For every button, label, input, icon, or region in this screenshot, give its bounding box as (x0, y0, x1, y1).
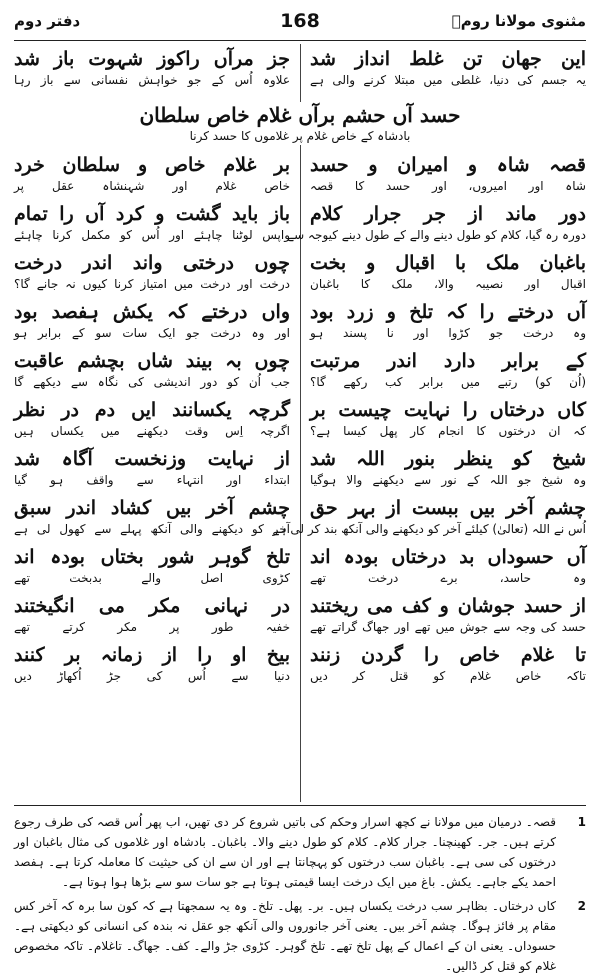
footnote (14, 896, 586, 976)
verse-pair (14, 201, 290, 244)
verse: جز مرآں راکوز شہوت باز شد (14, 48, 290, 70)
verse-pair (310, 397, 586, 440)
footnote-number: 2 (577, 899, 586, 913)
verse: تا غلام خاص را گردن زنند (310, 644, 586, 666)
verse: شیخ کو ینظر بنور اللہ شد (310, 448, 586, 470)
verse: چشم آخر بیں ببست از بہر حق (310, 497, 586, 519)
left-column (14, 152, 290, 691)
heading-translation: بادشاہ کے خاص غلام پر غلاموں کا حسد کرنا (189, 129, 411, 143)
translation: ابتداء اور انتہاء سے واقف ہو گیا (14, 473, 290, 487)
translation: درخت اور درخت میں امتیاز کرنا کیوں نہ جانے گا؟ (14, 277, 290, 291)
verse-pair (310, 593, 586, 636)
verse: باز باید گشت و کرد آں را تمام (14, 203, 290, 225)
verse-pair (310, 152, 586, 195)
translation: تاکہ خاص غلام کو قتل کر دیں (310, 669, 586, 683)
book-title: مثنوی مولانا رومؒ (451, 12, 586, 30)
verse-pair (310, 642, 586, 685)
verse-pair (14, 593, 290, 636)
translation: کہ ان درختوں کا انجام کار پھل کیسا ہے؟ (310, 424, 586, 438)
verse-pair (14, 544, 290, 587)
footnote-number: 1 (577, 815, 586, 829)
translation: وہ درخت جو کڑوا اور نا پسند ہو (310, 326, 586, 340)
footnote-rule (14, 805, 586, 806)
verse: چوں درختی واند اندر درخت (14, 252, 290, 274)
section-heading (14, 102, 586, 145)
verse: کاں درختاں را نہایت چیست بر (310, 399, 586, 421)
translation: حسد کی وجہ سے جوش میں تھے اور جھاگ گراتے تھے (310, 620, 586, 634)
translation: اقبال اور نصیبہ والا، ملک کا باغبان (310, 277, 586, 291)
right-column (272, 152, 586, 691)
translation: خاص غلام اور شہنشاہ عقل پر (14, 179, 290, 193)
heading-verse: حسد آں حشم برآں غلام خاص سلطان (139, 103, 461, 127)
verse: قصہ شاہ و امیران و حسد (310, 154, 586, 176)
verse-pair (14, 152, 290, 195)
translation: دورہ رہ گیا، کلام کو طول دینے والے کے طول دینے کیوجہ سے (287, 228, 586, 242)
translation: آخر کو دیکھنے والی آنکھ پہلے سے کھول لی ہے (14, 522, 290, 536)
verse: بر غلام خاص و سلطان خرد (14, 154, 290, 176)
column-divider (300, 44, 301, 802)
translation: (اُن کو) رتبے میں برابر کب رکھے گا؟ (310, 375, 586, 389)
verse-pair (14, 250, 290, 293)
verse-pair (14, 397, 290, 440)
translation: وہ شیخ جو اللہ کے نور سے دیکھنے والا ہوگیا (310, 473, 586, 487)
translation: اُس نے اللہ (تعالیٰ) کیلئے آخر کو دیکھنے والی آنکھ بند کر لی ہے (272, 522, 586, 536)
verse: این جهان تن غلط انداز شد (310, 48, 586, 70)
translation: وہ حاسد، برے درخت تھے (310, 571, 586, 585)
verse-pair (310, 348, 586, 391)
translation: اگرچہ اِس وقت دیکھنے میں یکساں ہیں (14, 424, 290, 438)
translation: دنیا سے اُس کی جڑ اُکھاڑ دیں (14, 669, 290, 683)
verse-pair (14, 299, 290, 342)
verse: در نہانی مکر می انگیختند (14, 595, 290, 617)
footnote (14, 812, 586, 892)
translation: جب اُن کو دور اندیشی کی نگاہ سے دیکھے گا (14, 375, 290, 389)
verse-pair (272, 495, 586, 538)
volume-title: دفتر دوم (14, 12, 81, 30)
verse: از نہایت وزنخست آگاہ شد (14, 448, 290, 470)
verse-pair (310, 250, 586, 293)
verse-pair (310, 299, 586, 342)
verse: بیخ او را از زمانہ بر کنند (14, 644, 290, 666)
page-number: 168 (280, 10, 320, 32)
verse: دور ماند از جر جرار کلام (310, 203, 586, 225)
verse: باغبان ملک با اقبال و بخت (310, 252, 586, 274)
translation: کڑوی اصل والے بدبخت تھے (14, 571, 290, 585)
translation: واپس لوٹنا چاہئے اور اُس کو مکمل کرنا چاہئے (14, 228, 290, 242)
footnote-text: کاں درختاں۔ بظاہر سب درخت یکساں ہیں۔ بر۔ پھل۔ تلخ۔ وہ یہ سمجھتا ہے کہ کون سا برہ کہ آخر کس مقام پر فائز ہوگا۔ چشم آخر بیں۔ یعنی آخر جانوروں والی آنکھ جو عقل نہ بندہ کی انسانی کو دیکھتی ہے۔ حسوداں۔ یعنی ان کے اعمال کے پھل تلخ تھے۔ تلخ گوہر۔ کڑوی جڑ والے۔ کف۔ جھاگ۔ تاغلام۔ تاکہ مخصوص غلام کو قتل کر ڈالیں۔ (14, 899, 556, 973)
verse-pair (14, 642, 290, 685)
verse-pair (14, 446, 290, 489)
verse: کے برابر دارد اندر مرتبت (310, 350, 586, 372)
footnotes (14, 812, 586, 976)
top-left-cell (14, 46, 290, 95)
translation: علاوہ اُس کے جو خواہش نفسانی سے باز رہا (14, 73, 290, 87)
verse: چشم آخر بیں کشاد اندر سبق (14, 497, 290, 519)
translation: اور وہ درخت جو ایک سات سو کے برابر ہو (14, 326, 290, 340)
verse-pair (14, 495, 290, 538)
verse: گرچہ یکسانند ایں دم در نظر (14, 399, 290, 421)
verse-pair (14, 348, 290, 391)
translation: یہ جسم کی دنیا، غلطی میں مبتلا کرنے والی ہے (310, 73, 586, 87)
verse: آں درختے را کہ تلخ و زرد بود (310, 301, 586, 323)
verse: تلخ گوہر شور بختاں بودہ اند (14, 546, 290, 568)
translation: خفیہ طور پر مکر کرتے تھے (14, 620, 290, 634)
verse: آں حسوداں بد درختاں بودہ اند (310, 546, 586, 568)
footnote-text: قصہ۔ درمیان میں مولانا نے کچھ اسرار وحکم کی باتیں شروع کر دی تھیں، اب پھر اُس قصہ کی طرف رجوع کرتے ہیں۔ جر۔ کھینچنا۔ جرار کلام۔ کلام کو طول دینے والا۔ باغبان۔ بادشاہ اور غلاموں کی مثال باغبان اور درختوں کی سی ہے۔ باغبان سب درختوں کو پہچانتا ہے اور ان سے ان کی حیثیت کا معاملہ کرتا ہے۔ ہفصد احمد یکے جاہے۔ یکش۔ باغ میں ایک درخت ایسا قیمتی ہوتا ہے جو سات سو سے بڑھا ہوا ہوتا ہے۔ (14, 815, 556, 889)
translation: شاہ اور امیروں، اور حسد کا قصہ (310, 179, 586, 193)
verse-pair (287, 201, 586, 244)
page-header (14, 10, 586, 36)
header-rule (14, 40, 586, 41)
top-right-cell (310, 46, 586, 95)
verse: از حسد جوشان و کف می ریختند (310, 595, 586, 617)
verse: واں درختے کہ یکش ہفصد بود (14, 301, 290, 323)
verse-pair (310, 446, 586, 489)
verse: چوں بہ بیند شاں بچشم عاقبت (14, 350, 290, 372)
verse-pair (310, 544, 586, 587)
